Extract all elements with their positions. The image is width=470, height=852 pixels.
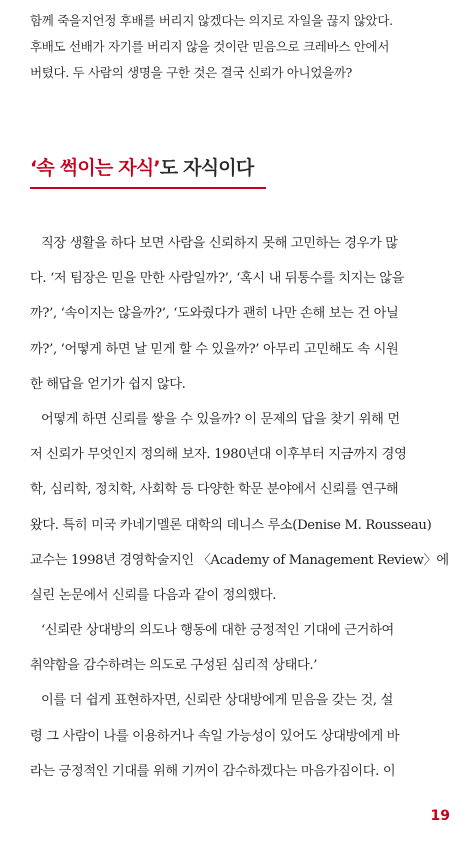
text-line: 까?’, ‘어떻게 하면 날 믿게 할 수 있을까?’ 아무리 고민해도 속 시원 — [30, 341, 399, 357]
section-title-highlight: ‘속 썩이는 자식’ — [30, 157, 160, 179]
section-title — [30, 153, 266, 183]
text-line: 저 신뢰가 무엇인지 정의해 보자. 1980년대 이후부터 지금까지 경영 — [30, 447, 407, 463]
text-line: 다. ‘저 팀장은 믿을 만한 사람일까?’, ‘혹시 내 뒤통수를 치지는 않을 — [30, 271, 405, 287]
text-line: 한 해답을 얻기가 쉽지 않다. — [30, 376, 186, 392]
section-heading — [30, 153, 266, 189]
text-line: 이를 더 쉽게 표현하자면, 신뢰란 상대방에게 믿음을 갖는 것, 설 — [41, 693, 393, 709]
text-line: 왔다. 특히 미국 카네기멜론 대학의 데니스 루소(Denise M. Rousseau) — [30, 517, 432, 533]
text-line: 함께 죽을지언정 후배를 버리지 않겠다는 의지로 자일을 끊지 않았다. — [30, 13, 393, 28]
quote-line: 취약함을 감수하려는 의도로 구성된 심리적 상태다.’ — [30, 658, 318, 674]
text-line: 어떻게 하면 신뢰를 쌓을 수 있을까? 이 문제의 답을 찾기 위해 먼 — [41, 411, 400, 427]
text-line: 라는 긍정적인 기대를 위해 기꺼이 감수하겠다는 마음가짐이다. 이 — [30, 763, 396, 779]
section-title-rest: 도 자식이다 — [159, 157, 254, 179]
text-line: 후배도 선배가 자기를 버리지 않을 것이란 믿음으로 크레바스 안에서 — [30, 39, 390, 54]
text-line: 령 그 사람이 나를 이용하거나 속일 가능성이 있어도 상대방에게 바 — [30, 728, 400, 744]
quote-line: ‘신뢰란 상대방의 의도나 행동에 대한 긍정적인 기대에 근거하여 — [41, 623, 394, 639]
intro-paragraph — [30, 8, 450, 86]
text-line: 직장 생활을 하다 보면 사람을 신뢰하지 못해 고민하는 경우가 많 — [41, 236, 398, 251]
text-line: 까?’, ‘속이지는 않을까?’, ‘도와줬다가 괜히 나만 손해 보는 건 아닐 — [30, 306, 399, 322]
text-line: 학, 심리학, 정치학, 사회학 등 다양한 학문 분야에서 신뢰를 연구해 — [30, 482, 399, 498]
body-text — [30, 226, 450, 789]
text-line: 교수는 1998년 경영학술지인 〈Academy of Management Review〉에 — [30, 552, 449, 568]
text-line: 버텼다. 두 사람의 생명을 구한 것은 결국 신뢰가 아니었을까? — [30, 65, 353, 80]
text-line: 실린 논문에서 신뢰를 다음과 같이 정의했다. — [30, 587, 277, 603]
page-number: 19 — [430, 808, 450, 824]
